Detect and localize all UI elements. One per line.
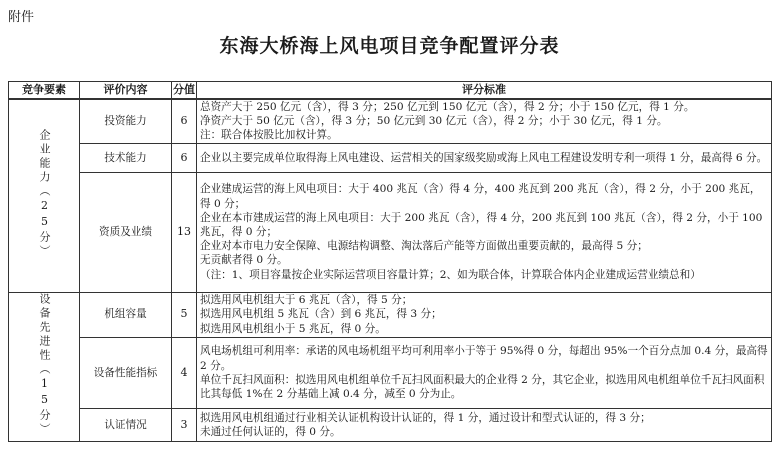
table-row (9, 143, 772, 172)
score-cell: 4 (172, 337, 197, 409)
standard-line: 单位千瓦扫风面积：拟选用风电机组单位千瓦扫风面积最大的企业得 2 分，其它企业，拟选用风电机组单位千瓦扫风面积比其每低 1%在 2 分基础上减 0.4 分，减至 0 分为止。 (200, 373, 765, 401)
category-label: 企业能力（25分） (38, 128, 51, 259)
standard-line: 企业对本市电力安全保障、电源结构调整、淘汰落后产能等方面做出重要贡献的，最高得 5 分； (200, 240, 648, 253)
content-cell: 认证情况 (80, 409, 172, 442)
standard-line: 无贡献者得 0 分。 (200, 254, 288, 267)
score-cell: 3 (172, 409, 197, 442)
header-standard: 评分标准 (197, 82, 772, 100)
standard-cell (197, 143, 772, 172)
standard-line: 企业在本市建成运营的海上风电项目：大于 200 兆瓦（含），得 4 分，200 兆瓦到 100 兆瓦（含），得 2 分，小于 100 兆瓦，得 0 分； (200, 211, 763, 238)
standard-line: 风电场机组可利用率：承诺的风电场机组平均可利用率小于等于 95%得 0 分，每超出 95%一个百分点加 0.4 分，最高得 2 分。 (200, 345, 768, 372)
content-cell: 资质及业绩 (80, 172, 172, 292)
category-cell (9, 99, 80, 292)
table-header-row (9, 82, 772, 100)
standard-cell (197, 99, 772, 143)
attachment-label: 附件 (8, 10, 35, 25)
header-score: 分值 (172, 82, 197, 100)
standard-line: 拟选用风电机组大于 6 兆瓦（含），得 5 分； (200, 294, 413, 307)
scoring-table (8, 81, 772, 442)
standard-cell (197, 172, 772, 292)
content-cell: 机组容量 (80, 292, 172, 337)
content-cell: 投资能力 (80, 99, 172, 143)
content-cell: 设备性能指标 (80, 337, 172, 409)
standard-line: 净资产大于 50 亿元（含），得 3 分；50 亿元到 30 亿元（含），得 2 分；小于 30 亿元，得 1 分。 (200, 115, 668, 128)
table-row (9, 172, 772, 292)
standard-line: 企业以主要完成单位取得海上风电建设、运营相关的国家级奖励或海上风电工程建设发明专利一项得 1 分，最高得 6 分。 (200, 151, 768, 164)
standard-line: 拟选用风电机组 5 兆瓦（含）到 6 兆瓦，得 3 分； (200, 308, 442, 321)
standard-cell (197, 337, 772, 409)
standard-cell (197, 292, 772, 337)
standard-line: 注：联合体按股比加权计算。 (200, 129, 338, 142)
score-cell: 13 (172, 172, 197, 292)
standard-line: （注：1、项目容量按企业实际运营项目容量计算；2、如为联合体，计算联合体内企业建成运营业绩总和） (200, 268, 701, 281)
standard-line: 未通过任何认证的，得 0 分。 (200, 425, 341, 438)
table-row (9, 337, 772, 409)
standard-line: 企业建成运营的海上风电项目：大于 400 兆瓦（含）得 4 分，400 兆瓦到 200 兆瓦（含），得 2 分，小于 200 兆瓦，得 0 分； (200, 183, 761, 210)
category-cell (9, 292, 80, 441)
standard-line: 总资产大于 250 亿元（含），得 3 分；250 亿元到 150 亿元（含），得 2 分；小于 150 亿元，得 1 分。 (200, 101, 695, 113)
standard-line: 拟选用风电机组小于 5 兆瓦，得 0 分。 (200, 322, 386, 335)
header-category: 竞争要素 (9, 82, 80, 100)
score-cell: 6 (172, 143, 197, 172)
standard-cell (197, 409, 772, 442)
table-row (9, 292, 772, 337)
standard-line: 拟选用风电机组通过行业相关认证机构设计认证的，得 1 分，通过设计和型式认证的，得 3 分； (200, 411, 651, 424)
score-cell: 5 (172, 292, 197, 337)
score-cell: 6 (172, 99, 197, 143)
table-row (9, 99, 772, 143)
content-cell: 技术能力 (80, 143, 172, 172)
header-content: 评价内容 (80, 82, 172, 100)
table-row (9, 409, 772, 442)
page-title: 东海大桥海上风电项目竞争配置评分表 (219, 35, 560, 57)
category-label: 设备先进性（15分） (38, 292, 51, 437)
